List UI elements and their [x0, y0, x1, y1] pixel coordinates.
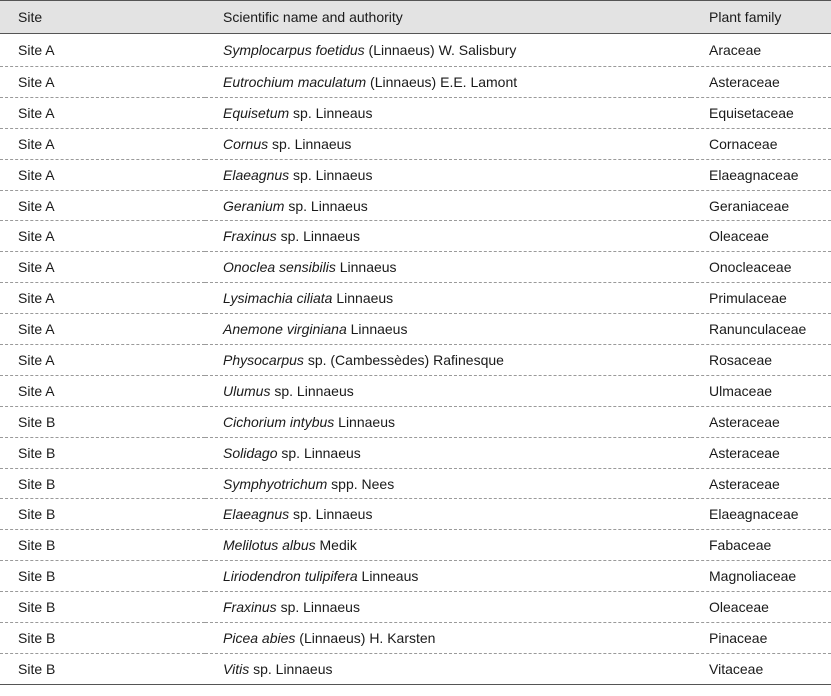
- site-cell: Site A: [18, 228, 55, 245]
- site-cell: Site A: [18, 104, 55, 121]
- table-row: [0, 406, 831, 437]
- scientific-name-cell: [205, 623, 691, 654]
- plant-family-cell: Equisetaceae: [709, 104, 794, 121]
- header-site: Site: [18, 9, 43, 25]
- authority: sp. Linnaeus: [289, 506, 373, 523]
- plant-family-cell: Pinaceae: [709, 629, 768, 646]
- plant-family-cell: Primulaceae: [709, 290, 787, 307]
- site-cell: Site A: [18, 73, 55, 90]
- table-row: [0, 530, 831, 561]
- authority: (Linnaeus) W. Salisbury: [364, 42, 517, 58]
- species-name: Elaeagnus: [223, 506, 290, 523]
- authority: sp. (Cambessèdes) Rafinesque: [303, 351, 504, 368]
- species-name: Picea abies: [223, 629, 296, 646]
- site-cell: Site A: [18, 135, 55, 152]
- site-cell: Site A: [18, 42, 55, 58]
- site-cell: Site A: [18, 382, 55, 399]
- table-header: [0, 1, 831, 34]
- scientific-name-cell: [205, 561, 691, 592]
- table-row: [0, 314, 831, 345]
- header-scientific-name: Scientific name and authority: [223, 9, 403, 25]
- authority: Linnaeus: [332, 290, 394, 307]
- plant-family-cell: Oleaceae: [709, 599, 769, 616]
- plant-family-cell: Onocleaceae: [709, 259, 792, 276]
- site-cell: Site B: [18, 413, 56, 430]
- site-cell: Site B: [18, 537, 56, 554]
- scientific-name-cell: [205, 314, 691, 345]
- authority: sp. Linnaeus: [277, 444, 361, 461]
- plant-family-cell: Araceae: [709, 42, 762, 58]
- table-row: [0, 221, 831, 252]
- species-name: Solidago: [223, 444, 278, 461]
- table-row: [0, 375, 831, 406]
- species-name: Melilotus albus: [223, 537, 316, 554]
- site-cell: Site A: [18, 351, 55, 368]
- table-row: [0, 468, 831, 499]
- site-cell: Site B: [18, 629, 56, 646]
- scientific-name-cell: [205, 34, 691, 67]
- scientific-name-cell: [205, 221, 691, 252]
- species-name: Fraxinus: [223, 228, 277, 245]
- plant-family-cell: Oleaceae: [709, 228, 769, 245]
- species-name: Cichorium intybus: [223, 413, 335, 430]
- plant-family-cell: Elaeagnaceae: [709, 166, 799, 183]
- scientific-name-cell: [205, 190, 691, 221]
- site-cell: Site A: [18, 321, 55, 338]
- species-name: Anemone virginiana: [223, 321, 347, 338]
- table-row: [0, 128, 831, 159]
- scientific-name-cell: [205, 252, 691, 283]
- site-cell: Site B: [18, 599, 56, 616]
- site-cell: Site B: [18, 506, 56, 523]
- scientific-name-cell: [205, 530, 691, 561]
- site-cell: Site A: [18, 259, 55, 276]
- species-name: Cornus: [223, 135, 269, 152]
- species-name: Equisetum: [223, 104, 290, 121]
- site-cell: Site B: [18, 568, 56, 585]
- table-row: [0, 67, 831, 98]
- table-row: [0, 437, 831, 468]
- authority: sp. Linneaus: [289, 104, 373, 121]
- plant-family-cell: Geraniaceae: [709, 197, 790, 214]
- plant-family-cell: Elaeagnaceae: [709, 506, 799, 523]
- scientific-name-cell: [205, 67, 691, 98]
- species-name: Symplocarpus foetidus: [223, 42, 365, 58]
- authority: sp. Linnaeus: [268, 135, 352, 152]
- authority: sp. Linnaeus: [284, 197, 368, 214]
- table-row: [0, 97, 831, 128]
- table-row: [0, 653, 831, 684]
- scientific-name-cell: [205, 468, 691, 499]
- site-cell: Site B: [18, 444, 56, 461]
- plant-family-cell: Asteraceae: [709, 413, 780, 430]
- scientific-name-cell: [205, 375, 691, 406]
- table-body: [0, 34, 831, 685]
- plant-family-cell: Ranunculaceae: [709, 321, 807, 338]
- site-cell: Site A: [18, 166, 55, 183]
- header-row: [0, 1, 831, 34]
- plant-family-cell: Ulmaceae: [709, 382, 773, 399]
- authority: sp. Linnaeus: [270, 382, 354, 399]
- authority: Linnaeus: [346, 321, 408, 338]
- authority: (Linnaeus) E.E. Lamont: [366, 73, 518, 90]
- plant-family-cell: Cornaceae: [709, 135, 778, 152]
- scientific-name-cell: [205, 592, 691, 623]
- scientific-name-cell: [205, 283, 691, 314]
- table-row: [0, 190, 831, 221]
- scientific-name-cell: [205, 437, 691, 468]
- authority: sp. Linnaeus: [249, 660, 333, 677]
- species-name: Geranium: [223, 197, 285, 214]
- species-name: Vitis: [223, 660, 250, 677]
- site-cell: Site A: [18, 197, 55, 214]
- scientific-name-cell: [205, 159, 691, 190]
- header-plant-family: Plant family: [709, 9, 782, 25]
- plant-family-cell: Asteraceae: [709, 73, 780, 90]
- plant-family-cell: Vitaceae: [709, 660, 764, 677]
- table-row: [0, 592, 831, 623]
- authority: Linnaeus: [334, 413, 395, 430]
- species-name: Liriodendron tulipifera: [223, 568, 358, 585]
- site-cell: Site A: [18, 290, 55, 307]
- plant-family-cell: Asteraceae: [709, 444, 780, 461]
- authority: sp. Linnaeus: [289, 166, 373, 183]
- scientific-name-cell: [205, 128, 691, 159]
- plant-family-cell: Asteraceae: [709, 475, 780, 492]
- scientific-name-cell: [205, 653, 691, 684]
- authority: sp. Linnaeus: [276, 599, 360, 616]
- authority: Linnaeus: [335, 259, 397, 276]
- table-row: [0, 159, 831, 190]
- table-row: [0, 252, 831, 283]
- authority: (Linnaeus) H. Karsten: [295, 629, 436, 646]
- species-name: Ulumus: [223, 382, 271, 399]
- species-name: Lysimachia ciliata: [223, 290, 333, 307]
- plant-family-cell: Rosaceae: [709, 351, 773, 368]
- authority: Medik: [315, 537, 357, 554]
- authority: Linneaus: [357, 568, 419, 585]
- species-name: Symphyotrichum: [223, 475, 328, 492]
- table-row: [0, 283, 831, 314]
- scientific-name-cell: [205, 499, 691, 530]
- species-name: Eutrochium maculatum: [223, 73, 367, 90]
- table-row: [0, 345, 831, 376]
- authority: spp. Nees: [327, 475, 395, 492]
- table-row: [0, 499, 831, 530]
- species-name: Elaeagnus: [223, 166, 290, 183]
- species-name: Fraxinus: [223, 599, 277, 616]
- table-row: [0, 623, 831, 654]
- site-cell: Site B: [18, 660, 56, 677]
- plant-family-cell: Fabaceae: [709, 537, 772, 554]
- plant-family-cell: Magnoliaceae: [709, 568, 797, 585]
- table-row: [0, 561, 831, 592]
- table-row: [0, 34, 831, 67]
- site-cell: Site B: [18, 475, 56, 492]
- scientific-name-cell: [205, 406, 691, 437]
- scientific-name-cell: [205, 345, 691, 376]
- species-name: Physocarpus: [223, 351, 304, 368]
- scientific-name-cell: [205, 97, 691, 128]
- authority: sp. Linnaeus: [276, 228, 360, 245]
- species-name: Onoclea sensibilis: [223, 259, 336, 276]
